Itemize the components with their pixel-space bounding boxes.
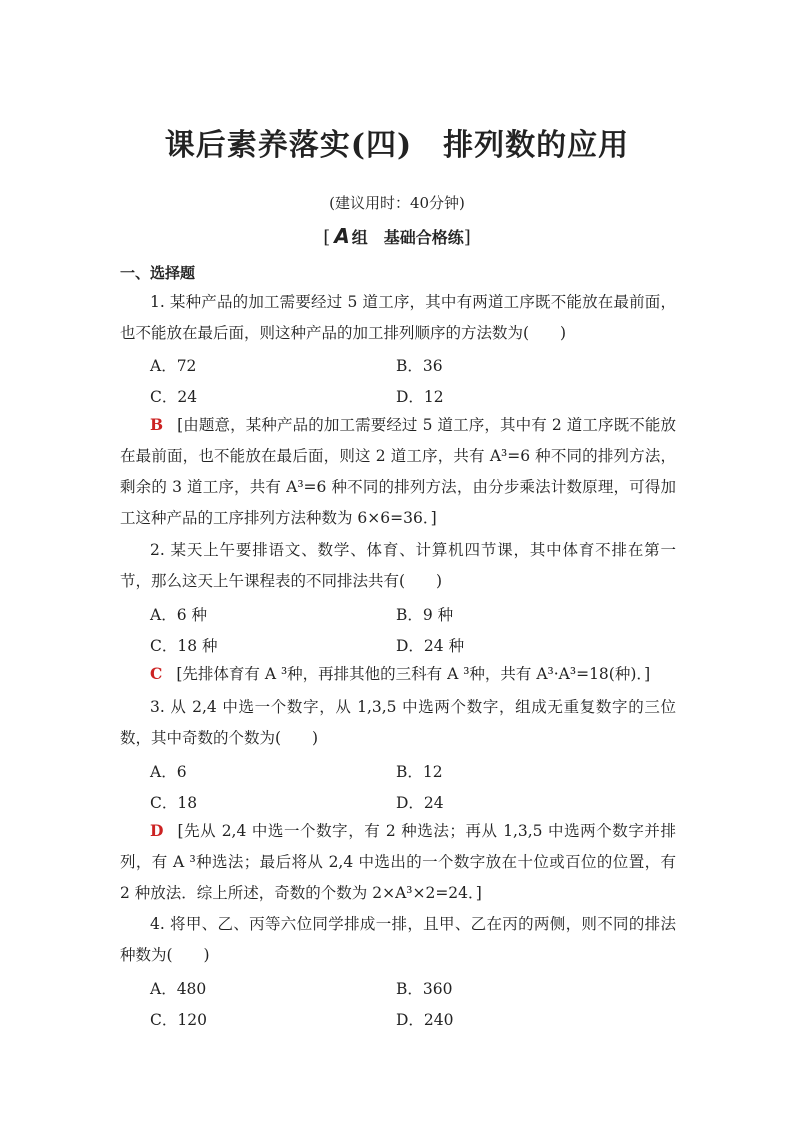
question-3-option-a: A．6 bbox=[150, 763, 187, 781]
question-1-answer bbox=[120, 409, 676, 534]
group-letter: A bbox=[334, 224, 350, 248]
question-4-options-row-2 bbox=[150, 1008, 690, 1032]
section-title: 一、选择题 bbox=[120, 264, 196, 282]
time-suggestion: (建议用时：40分钟) bbox=[329, 194, 465, 212]
question-2-answer bbox=[120, 658, 676, 690]
question-3-options-row-2 bbox=[150, 791, 690, 815]
group-bracket-left: [ bbox=[323, 227, 331, 248]
question-3-answer-letter: D bbox=[150, 821, 164, 840]
question-1-options-row-2 bbox=[150, 385, 690, 409]
group-bracket-right: ] bbox=[463, 227, 471, 248]
group-heading bbox=[0, 224, 794, 248]
question-2-option-b: B．9 种 bbox=[396, 606, 454, 624]
question-2-answer-text: [先排体育有 A ³种，再排其他的三科有 A ³种，共有 A³·A³=18(种)．] bbox=[176, 665, 651, 683]
question-1-option-d: D．12 bbox=[396, 388, 444, 406]
question-4-option-d: D．240 bbox=[396, 1011, 454, 1029]
question-3-option-b: B．12 bbox=[396, 763, 443, 781]
question-3-answer-text: [先从 2,4 中选一个数字，有 2 种选法；再从 1,3,5 中选两个数字并排列，有 A ³种选法；最后将从 2,4 中选出的一个数字放在十位或百位的位置，有 2 种放法．综上所述，奇数的个数为 2×A³×2=24．] bbox=[120, 822, 676, 902]
question-1-options-row-1 bbox=[150, 354, 690, 378]
question-1-answer-letter: B bbox=[150, 415, 164, 434]
question-1-option-c: C．24 bbox=[150, 388, 198, 406]
question-3-stem: 3. 从 2,4 中选一个数字，从 1,3,5 中选两个数字，组成无重复数字的三位数，其中奇数的个数为( ) bbox=[120, 698, 676, 747]
question-2-option-c: C．18 种 bbox=[150, 637, 218, 655]
question-2-options-row-2 bbox=[150, 634, 690, 658]
question-2-option-d: D．24 种 bbox=[396, 637, 465, 655]
question-1-option-a: A．72 bbox=[150, 357, 197, 375]
question-3-answer bbox=[120, 815, 676, 909]
question-2-options-row-1 bbox=[150, 603, 690, 627]
question-4-option-a: A．480 bbox=[150, 980, 207, 998]
question-4-stem: 4. 将甲、乙、丙等六位同学排成一排，且甲、乙在丙的两侧，则不同的排法种数为( ) bbox=[120, 915, 676, 964]
group-label: 组 基础合格练 bbox=[351, 228, 464, 247]
question-1-option-b: B．36 bbox=[396, 357, 443, 375]
question-1-answer-text: [由题意，某种产品的加工需要经过 5 道工序，其中有 2 道工序既不能放在最前面，也不能放在最后面，则这 2 道工序，共有 A³=6 种不同的排列方法，剩余的 3 道工序，共有 A³=6 种不同的排列方法，由分步乘法计数原理，可得加工这种产品的工序排列方法种数为 6×6=36．] bbox=[120, 416, 676, 527]
question-2-option-a: A．6 种 bbox=[150, 606, 207, 624]
question-4-options-row-1 bbox=[150, 977, 690, 1001]
question-2-answer-letter: C bbox=[150, 664, 163, 683]
question-1-stem: 1. 某种产品的加工需要经过 5 道工序，其中有两道工序既不能放在最前面，也不能放在最后面，则这种产品的加工排列顺序的方法数为( ) bbox=[120, 293, 676, 342]
question-4-option-b: B．360 bbox=[396, 980, 453, 998]
question-4-option-c: C．120 bbox=[150, 1011, 207, 1029]
page-title: 课后素养落实(四) 排列数的应用 bbox=[164, 128, 630, 163]
question-3-options-row-1 bbox=[150, 760, 690, 784]
question-3-option-c: C．18 bbox=[150, 794, 198, 812]
question-2-stem: 2. 某天上午要排语文、数学、体育、计算机四节课，其中体育不排在第一节，那么这天上午课程表的不同排法共有( ) bbox=[120, 541, 676, 590]
question-3-option-d: D．24 bbox=[396, 794, 444, 812]
